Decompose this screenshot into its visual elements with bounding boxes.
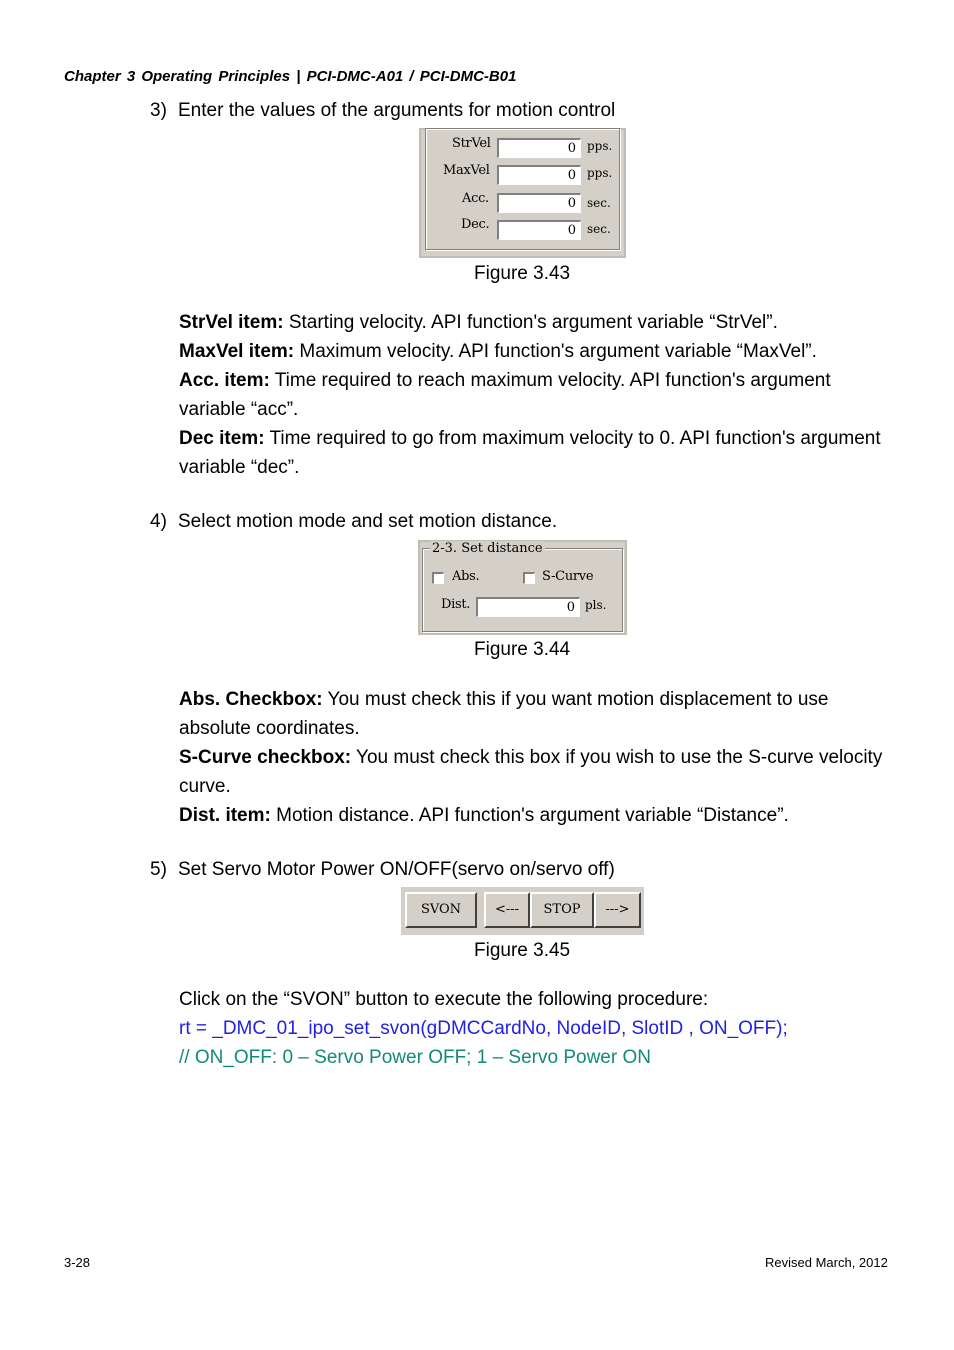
svon-procedure [179, 985, 899, 1072]
svon-code-line: rt = _DMC_01_ipo_set_svon(gDMCCardNo, NodeID, SlotID , ON_OFF); [179, 1018, 788, 1039]
figure-3-44-caption: Figure 3.44 [474, 639, 571, 660]
set-distance-title: 2-3. Set distance [432, 541, 543, 556]
svon-button[interactable]: SVON [405, 892, 477, 928]
acc-input[interactable]: 0 [497, 193, 581, 213]
strvel-term: StrVel item: [179, 312, 284, 333]
dec-input[interactable]: 0 [497, 220, 581, 240]
step-3-number: 3) [150, 100, 167, 121]
dist-label: Dist. [441, 597, 471, 612]
set-distance-groupbox [422, 548, 623, 632]
step-4 [150, 511, 557, 533]
dec-description [179, 424, 899, 482]
stop-button[interactable]: STOP [530, 892, 594, 928]
servo-button-bar [401, 887, 644, 935]
step-5 [150, 859, 615, 881]
acc-term: Acc. item: [179, 370, 270, 391]
strvel-input[interactable]: 0 [497, 138, 581, 158]
strvel-label: StrVel [452, 136, 491, 151]
s-curve-description [179, 743, 899, 801]
abs-description [179, 685, 859, 743]
chapter-header: Chapter 3 Operating Principles | PCI-DMC-A01 / PCI-DMC-B01 [64, 68, 517, 85]
motion-arguments-panel [419, 128, 626, 258]
acc-label: Acc. [462, 191, 489, 206]
strvel-text: Starting velocity. API function's argument variable “StrVel”. [283, 312, 778, 333]
s-curve-text: You must check this box if you wish to use the S-curve velocity curve. [179, 747, 883, 797]
s-curve-term: S-Curve checkbox: [179, 747, 352, 768]
strvel-description [179, 308, 899, 337]
maxvel-input[interactable]: 0 [497, 165, 581, 185]
step-5-number: 5) [150, 859, 167, 880]
set-distance-panel [418, 540, 627, 635]
dist-term: Dist. item: [179, 805, 271, 826]
acc-text: Time required to reach maximum velocity. API function's argument variable “acc”. [179, 370, 831, 420]
step-4-number: 4) [150, 511, 167, 532]
dist-input[interactable]: 0 [476, 597, 580, 617]
step-3-text: Enter the values of the arguments for motion control [178, 100, 616, 121]
s-curve-checkbox[interactable] [523, 572, 535, 584]
step-4-text: Select motion mode and set motion distance. [178, 511, 558, 532]
maxvel-unit: pps. [587, 166, 613, 180]
dec-unit: sec. [587, 222, 611, 236]
acc-unit: sec. [587, 196, 611, 210]
jog-right-button[interactable]: ---> [594, 892, 641, 928]
dist-text: Motion distance. API function's argument variable “Distance”. [270, 805, 789, 826]
revision-date: Revised March, 2012 [765, 1255, 888, 1270]
abs-label: Abs. [452, 569, 480, 584]
svon-code-comment: // ON_OFF: 0 – Servo Power OFF; 1 – Servo Power ON [179, 1047, 651, 1068]
page-number: 3-28 [64, 1255, 91, 1270]
strvel-unit: pps. [587, 139, 613, 153]
figure-3-44-description [179, 685, 899, 830]
dec-term: Dec item: [179, 428, 265, 449]
figure-3-43-caption: Figure 3.43 [474, 263, 571, 284]
acc-description [179, 366, 859, 424]
dist-unit: pls. [585, 598, 607, 612]
dec-label: Dec. [461, 217, 490, 232]
s-curve-label: S-Curve [542, 569, 594, 584]
maxvel-term: MaxVel item: [179, 341, 295, 362]
step-5-text: Set Servo Motor Power ON/OFF(servo on/servo off) [178, 859, 615, 880]
figure-3-43-description [179, 308, 899, 482]
svon-intro: Click on the “SVON” button to execute the following procedure: [179, 989, 709, 1010]
maxvel-text: Maximum velocity. API function's argument variable “MaxVel”. [294, 341, 817, 362]
maxvel-label: MaxVel [443, 163, 490, 178]
abs-term: Abs. Checkbox: [179, 689, 323, 710]
dec-text: Time required to go from maximum velocity to 0. API function's argument variable “dec”. [179, 428, 881, 478]
step-3 [150, 100, 615, 122]
maxvel-description [179, 337, 899, 366]
abs-text: You must check this if you want motion displacement to use absolute coordinates. [179, 689, 829, 739]
dist-description [179, 801, 899, 830]
figure-3-45-caption: Figure 3.45 [474, 940, 571, 961]
jog-left-button[interactable]: <--- [484, 892, 530, 928]
abs-checkbox[interactable] [432, 572, 444, 584]
